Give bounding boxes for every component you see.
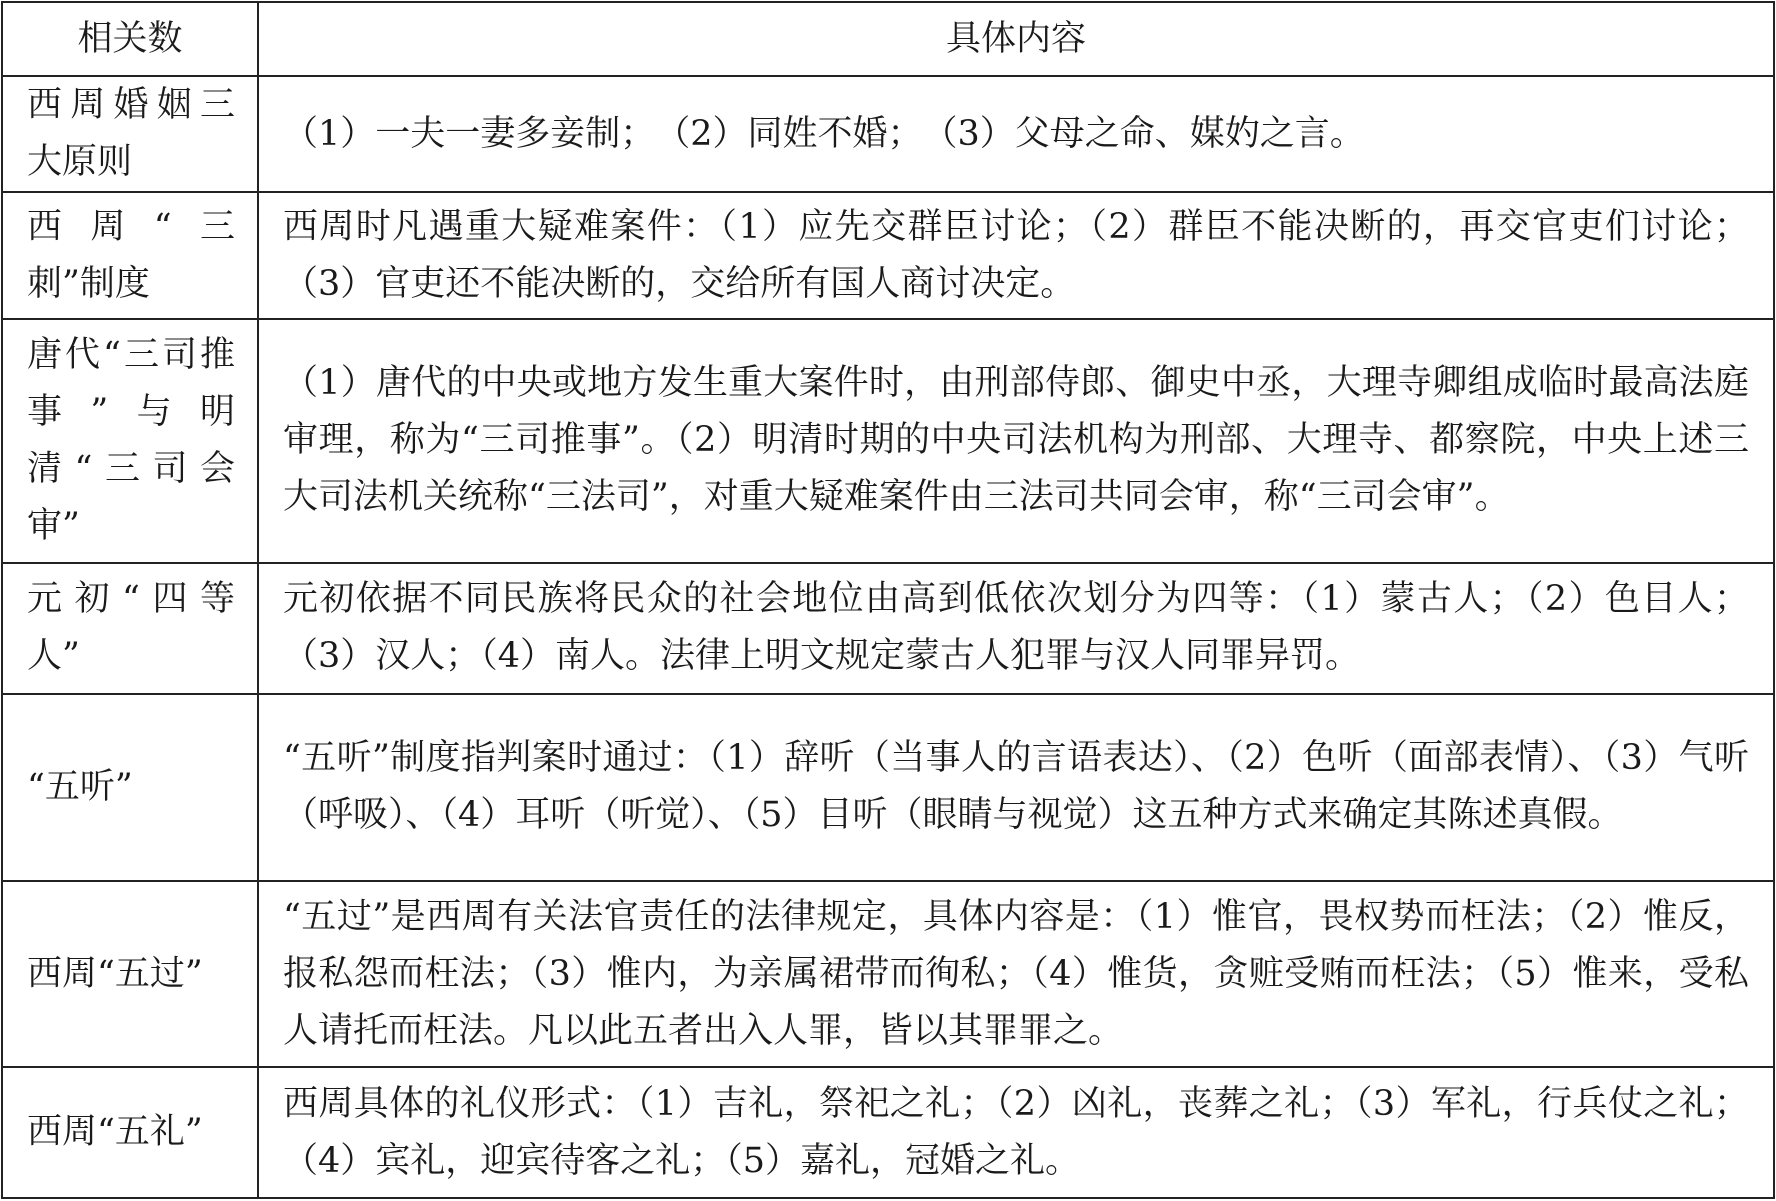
- table-row: [2, 1067, 1774, 1198]
- table-row: [2, 881, 1774, 1068]
- table-row: [2, 76, 1774, 192]
- row-key: 西周“五礼”: [2, 1067, 258, 1198]
- table-row: [2, 192, 1774, 318]
- header-row: [2, 2, 1774, 76]
- table-row: [2, 694, 1774, 881]
- row-key: “五听”: [2, 694, 258, 881]
- row-content: 元初依据不同民族将民众的社会地位由高到低依次划分为四等：（1）蒙古人；（2）色目人；（3）汉人；（4）南人。法律上明文规定蒙古人犯罪与汉人同罪异罚。: [258, 563, 1774, 694]
- row-key: 西周“五过”: [2, 881, 258, 1068]
- header-key: 相关数: [2, 2, 258, 76]
- row-key: 元初“四等人”: [2, 563, 258, 694]
- row-content: “五过”是西周有关法官责任的法律规定，具体内容是：（1）惟官，畏权势而枉法；（2）惟反，报私怨而枉法；（3）惟内，为亲属裙带而徇私；（4）惟货，贪赃受贿而枉法；（5）惟来，受私人请托而枉法。凡以此五者出入人罪，皆以其罪罪之。: [258, 881, 1774, 1068]
- row-key: 西周婚姻三大原则: [2, 76, 258, 192]
- row-content: 西周时凡遇重大疑难案件：（1）应先交群臣讨论；（2）群臣不能决断的，再交官吏们讨论；（3）官吏还不能决断的，交给所有国人商讨决定。: [258, 192, 1774, 318]
- row-key: 唐代“三司推事”与明清“三司会审”: [2, 319, 258, 563]
- row-content: （1）唐代的中央或地方发生重大案件时，由刑部侍郎、御史中丞，大理寺卿组成临时最高法庭审理，称为“三司推事”。（2）明清时期的中央司法机构为刑部、大理寺、都察院，中央上述三大司法机关统称“三法司”，对重大疑难案件由三法司共同会审，称“三司会审”。: [258, 319, 1774, 563]
- row-content: 西周具体的礼仪形式：（1）吉礼，祭祀之礼；（2）凶礼，丧葬之礼；（3）军礼，行兵仗之礼；（4）宾礼，迎宾待客之礼；（5）嘉礼，冠婚之礼。: [258, 1067, 1774, 1198]
- content-table: [1, 1, 1775, 1199]
- table-row: [2, 319, 1774, 563]
- row-key: 西周“三刺”制度: [2, 192, 258, 318]
- row-content: “五听”制度指判案时通过：（1）辞听（当事人的言语表达）、（2）色听（面部表情）、（3）气听（呼吸）、（4）耳听（听觉）、（5）目听（眼睛与视觉）这五种方式来确定其陈述真假。: [258, 694, 1774, 881]
- header-content: 具体内容: [258, 2, 1774, 76]
- row-content: （1）一夫一妻多妾制； （2）同姓不婚； （3）父母之命、媒妁之言。: [258, 76, 1774, 192]
- table-row: [2, 563, 1774, 694]
